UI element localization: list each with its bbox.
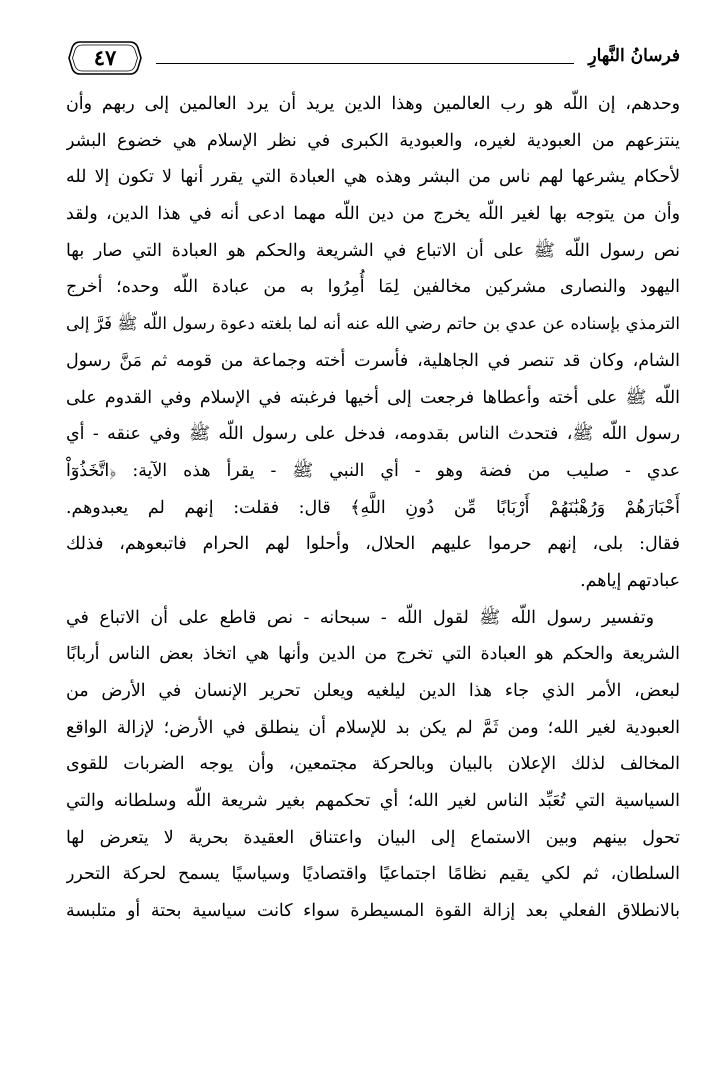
text-line: اللّه ﷺ على أخته وأعطاها فرجعت إلى أخيها فرغبته في الإسلام وفي القدوم على — [66, 387, 680, 408]
text-line: فقال: بلى، إنهم حرموا عليهم الحلال، وأحلوا لهم الحرام فاتبعوهم، فذلك — [66, 534, 680, 555]
header-divider — [156, 63, 574, 64]
text-line: تحول بينهم وبين الاستماع إلى البيان واعتناق العقيدة بحرية لا يتعرض لها — [66, 827, 680, 848]
page-header — [68, 38, 680, 82]
text-line: رسول اللّه ﷺ، فتحدث الناس بقدومه، فدخل على رسول اللّه ﷺ وفي عنقه - أي — [66, 424, 680, 445]
text-line: السلطان، ثم لكي يقيم نظامًا اجتماعيًا واقتصاديًا وسياسيًا يسمح لحركة التحرر — [66, 864, 680, 885]
paragraph-start-line: وتفسير رسول اللّه ﷺ لقول اللّه - سبحانه - نص قاطع على أن الاتباع في — [66, 607, 654, 628]
text-line: السياسية التي تُعَبِّد الناس لغير الله؛ أي تحكمهم بغير شريعة اللّه وسلطانه والتي — [66, 791, 680, 812]
text-line: الشام، وكان قد تنصر في الجاهلية، فأسرت أخته وجماعة من قومه ثم مَنَّ رسول — [66, 350, 680, 371]
text-line: لبعض، الأمر الذي جاء هذا الدين ليلغيه ويعلن تحرير الإنسان في الأرض من — [66, 681, 680, 701]
paragraph-end-line: عبادتهم إياهم. — [580, 570, 680, 591]
text-line: عدي - صليب من فضة وهو - أي النبي ﷺ - يقرأ هذه الآية: ﴿اتَّخَذُوٓاْ — [66, 460, 680, 481]
text-line: الشريعة والحكم هو العبادة التي تخرج من الدين وأنها هي اتخاذ بعض الناس أربابًا — [66, 644, 680, 665]
text-line: لأحكام يشرعها لهم ناس من البشر وهذه هي العبادة التي يقرر أنها لا تكون إلا لله — [66, 167, 680, 188]
text-line: نص رسول اللّه ﷺ على أن الاتباع في الشريعة والحكم هو العبادة التي صار بها — [66, 240, 680, 261]
text-line: اليهود والنصارى مشركين مخالفين لِمَا أُمِرُوا به من عبادة اللّه وحده؛ أخرج — [66, 277, 680, 298]
text-line: بالانطلاق الفعلي بعد إزالة القوة المسيطرة سواء كانت سياسية بحتة أو متلبسة — [66, 901, 680, 922]
text-line: المخالف لذلك الإعلان بالبيان وبالحركة مجتمعين، وأن يوجه الضربات للقوى — [66, 754, 680, 775]
page-number: ٤٧ — [93, 45, 117, 70]
quran-verse-line: أَحْبَارَهُمْ وَرُهْبَٰنَهُمْ أَرْبَابًا مِّن دُونِ اللَّهِ﴾ قال: فقلت: إنهم لم يعبدوهم. — [66, 497, 680, 518]
text-line: الترمذي بإسناده عن عدي بن حاتم رضي الله عنه أنه لما بلغته دعوة رسول اللّه ﷺ فَرَّ إلى — [66, 314, 680, 334]
text-line: وحدهم، إن اللّه هو رب العالمين وهذا الدين يريد أن يرد العالمين إلى ربهم وأن — [66, 94, 680, 114]
running-title: فرسانُ النَّهارِ — [588, 46, 680, 66]
page-number-frame — [68, 38, 142, 78]
body-text — [66, 86, 680, 930]
text-line: وأن من يتوجه بها لغير اللّه يخرج من دين اللّه مهما ادعى أنه في هذا الدين، ولقد — [66, 204, 680, 225]
text-line: ينتزعهم من العبودية لغيره، والعبودية الكبرى في نظر الإسلام هي خضوع البشر — [66, 130, 680, 151]
text-line: العبودية لغير الله؛ ومن ثَمَّ لم يكن بد للإسلام أن ينطلق في الأرض؛ لإزالة الواقع — [66, 717, 680, 738]
